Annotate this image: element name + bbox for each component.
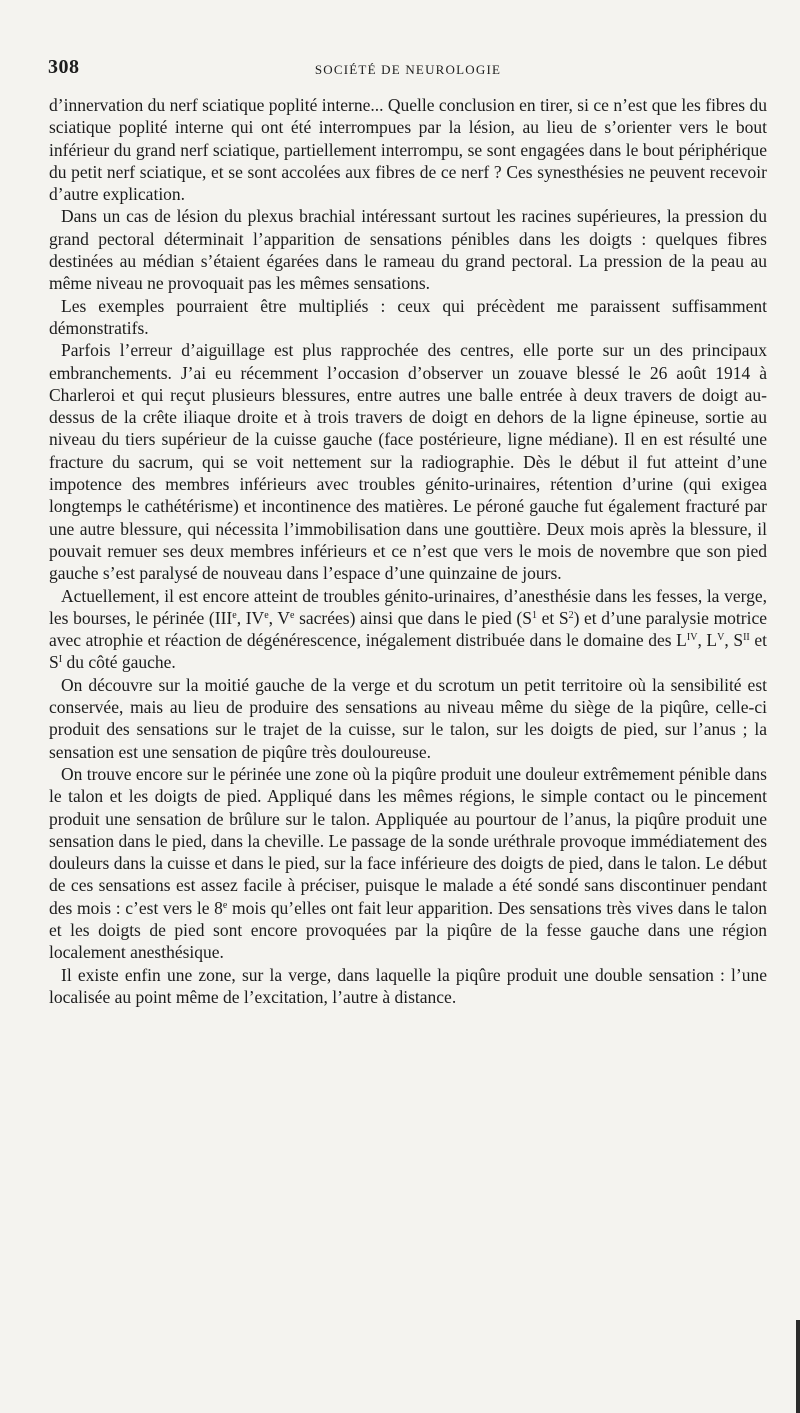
page-edge-mark xyxy=(796,1320,800,1413)
superscript: e xyxy=(264,609,269,621)
paragraph xyxy=(49,585,767,674)
text-run: sacrées) ainsi que dans le pied (S xyxy=(294,607,532,628)
paragraph: Dans un cas de lésion du plexus brachial intéressant surtout les racines supérieures, la pression du grand pectoral déterminait l’apparition de sensations pénibles dans les doigts : quelques fibres destinées au médian s’étaient égarées dans le rameau du grand pectoral. La pression de la peau au même niveau ne provoquait pas les mêmes sensations. xyxy=(49,206,767,294)
paragraph: On découvre sur la moitié gauche de la verge et du scrotum un petit territoire où la sensibilité est conservée, mais au lieu de produire des sensations au niveau même du siège de la piqûre, celle-ci produit des sensations sur le trajet de la cuisse, sur le talon, sur les doigts de pied, sur l’anus ; la sensation est une sensation de piqûre très douloureuse. xyxy=(49,674,767,762)
running-title: SOCIÉTÉ DE NEUROLOGIE xyxy=(314,62,502,77)
text-run: et S xyxy=(49,630,767,673)
text-run: On trouve encore sur le périnée une zone où la piqûre produit une douleur extrêmement pénible dans le talon et les doigts de pied. Appliqué dans les mêmes régions, le simple contact ou le pincement produit une sensation de brûlure sur le talon. Appliquée au pourtour de l’anus, la piqûre produit une sensation dans le pied, dans la cheville. Le passage de la sonde uréthrale provoque immédiatement des douleurs dans la cuisse et dans le pied, sur la face inférieure des doigts de pied, dans le talon. Le début de ces sensations est assez facile à préciser, puisque le malade a été sondé sans discontinuer pendant des mois : c’est vers le 8 xyxy=(49,763,767,918)
superscript: IV xyxy=(686,632,698,644)
paragraph xyxy=(49,763,767,964)
superscript: II xyxy=(743,632,750,644)
text-run: , S xyxy=(724,630,744,651)
paragraph: Les exemples pourraient être multipliés : ceux qui précèdent me paraissent suffisamment démonstratifs. xyxy=(49,295,767,338)
superscript: 1 xyxy=(531,609,537,621)
page-header xyxy=(48,56,768,86)
superscript: V xyxy=(717,632,725,644)
text-run: du côté gauche. xyxy=(62,652,176,673)
text-run: mois qu’elles ont fait leur apparition. Des sensations très vives dans le talon et les doigts de pied sont encore provoquées par la piqûre de la fesse gauche dans une région localement anesthésique. xyxy=(49,897,767,963)
paragraph: Parfois l’erreur d’aiguillage est plus rapprochée des centres, elle porte sur un des principaux embranchements. J’ai eu récemment l’occasion d’observer un zouave blessé le 26 août 1914 à Charleroi et qui reçut plusieurs blessures, entre autres une balle entrée à deux travers de doigt au-dessus de la crête iliaque droite et à trois travers de doigt en dehors de la ligne épineuse, sortie au niveau du tiers supérieur de la cuisse gauche (face postérieure, ligne médiane). Il en est résulté une fracture du sacrum, qui se voit nettement sur la radiographie. Dès le début il fut atteint d’une impotence des membres inférieurs avec troubles génito-urinaires, rétention d’urine (qui exigea longtemps le cathétérisme) et incontinence des matières. Le péroné gauche fut également fracturé par une autre blessure, qui nécessita l’immobilisation dans une gouttière. Deux mois après la blessure, il pouvait remuer ses deux membres inférieurs et ce n’est que vers le mois de novembre que son pied gauche s’est paralysé de nouveau dans l’espace d’une quinzaine de jours. xyxy=(49,340,767,584)
page-number: 308 xyxy=(48,56,80,78)
text-run: et S xyxy=(536,607,569,628)
text-run: , L xyxy=(697,630,718,651)
text-run: Actuellement, il est encore atteint de troubles génito-urinaires, d’anesthésie dans les fesses, la verge, les bourses, le périnée (III xyxy=(49,585,767,628)
superscript: e xyxy=(232,609,237,621)
superscript: e xyxy=(222,899,228,911)
superscript: 2 xyxy=(568,609,574,621)
paragraph-continuation: d’innervation du nerf sciatique poplité interne... Quelle conclusion en tirer, si ce n’est que les fibres du sciatique poplité interne qui ont été interrompues par la lésion, au lieu de s’orienter vers le bout inférieur du grand nerf sciatique, partiellement interrompu, se sont engagées dans le bout périphérique du petit nerf sciatique, et se sont accolées aux fibres de ce nerf ? Ces synesthésies ne peuvent recevoir d’autre explication. xyxy=(49,95,767,205)
text-run: , V xyxy=(268,607,290,628)
text-run: ) et d’une paralysie motrice avec atrophie et réaction de dégénérescence, inégalement distribuée dans le domaine des L xyxy=(49,607,768,651)
body-text xyxy=(49,94,767,1008)
superscript: I xyxy=(58,654,63,666)
paragraph: Il existe enfin une zone, sur la verge, dans laquelle la piqûre produit une double sensation : l’une localisée au point même de l’excitation, l’autre à distance. xyxy=(49,964,767,1007)
text-run: , IV xyxy=(236,607,265,628)
superscript: e xyxy=(289,609,295,621)
